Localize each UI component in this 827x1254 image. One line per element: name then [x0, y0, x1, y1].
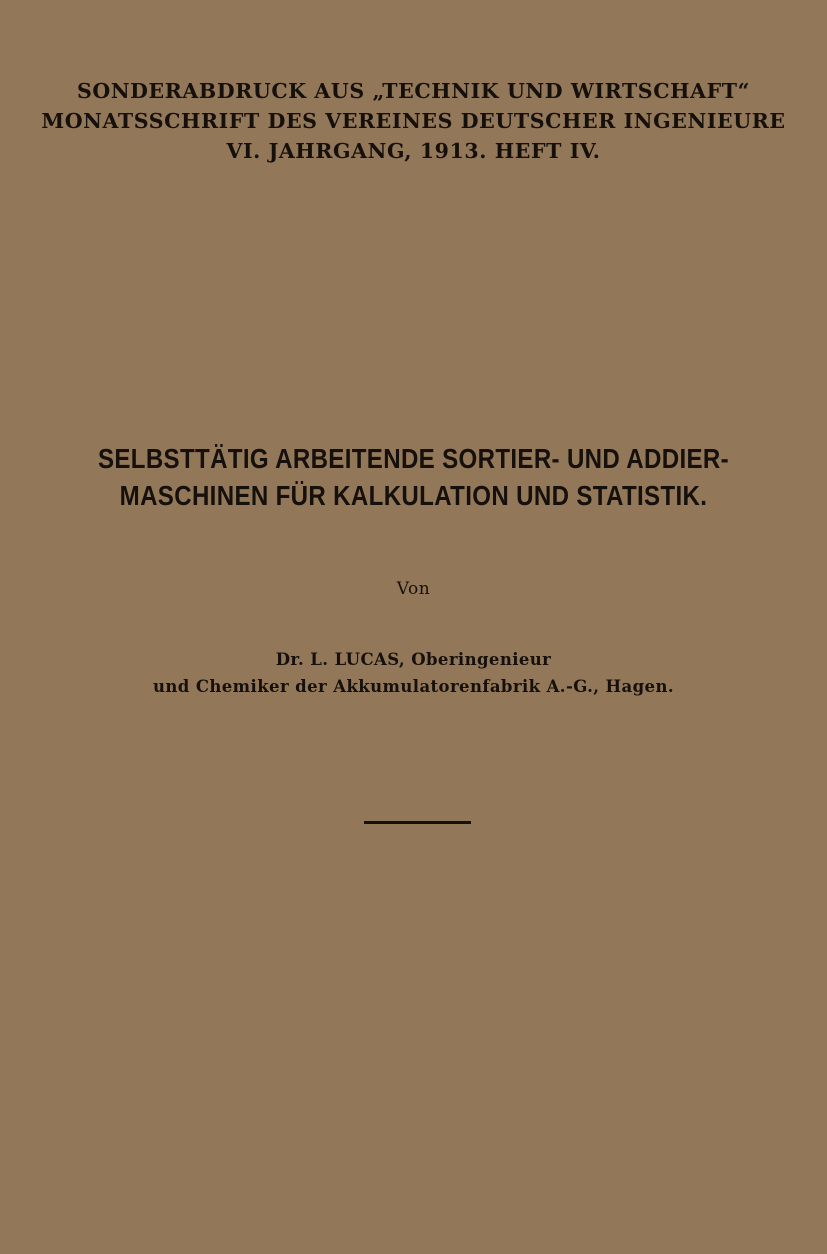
header-line-2: MONATSSCHRIFT DES VEREINES DEUTSCHER INGENIEURE — [41, 109, 786, 133]
title-line-1: SELBSTTÄTIG ARBEITENDE SORTIER- UND ADDIER- — [97, 443, 730, 474]
author-block — [0, 646, 827, 700]
document-title — [58, 440, 769, 514]
byline-von: Von — [396, 579, 431, 599]
title-line-2: MASCHINEN FÜR KALKULATION UND STATISTIK. — [119, 480, 708, 511]
author-affiliation-line: und Chemiker der Akkumulatorenfabrik A.-G., Hagen. — [152, 677, 674, 696]
horizontal-rule — [364, 821, 471, 824]
header-line-1: SONDERABDRUCK AUS „TECHNIK UND WIRTSCHAFT“ — [76, 79, 751, 103]
header-line-3: VI. JAHRGANG, 1913. HEFT IV. — [226, 139, 601, 163]
reprint-header — [0, 76, 827, 166]
author-name-line: Dr. L. LUCAS, Oberingenieur — [275, 650, 552, 669]
